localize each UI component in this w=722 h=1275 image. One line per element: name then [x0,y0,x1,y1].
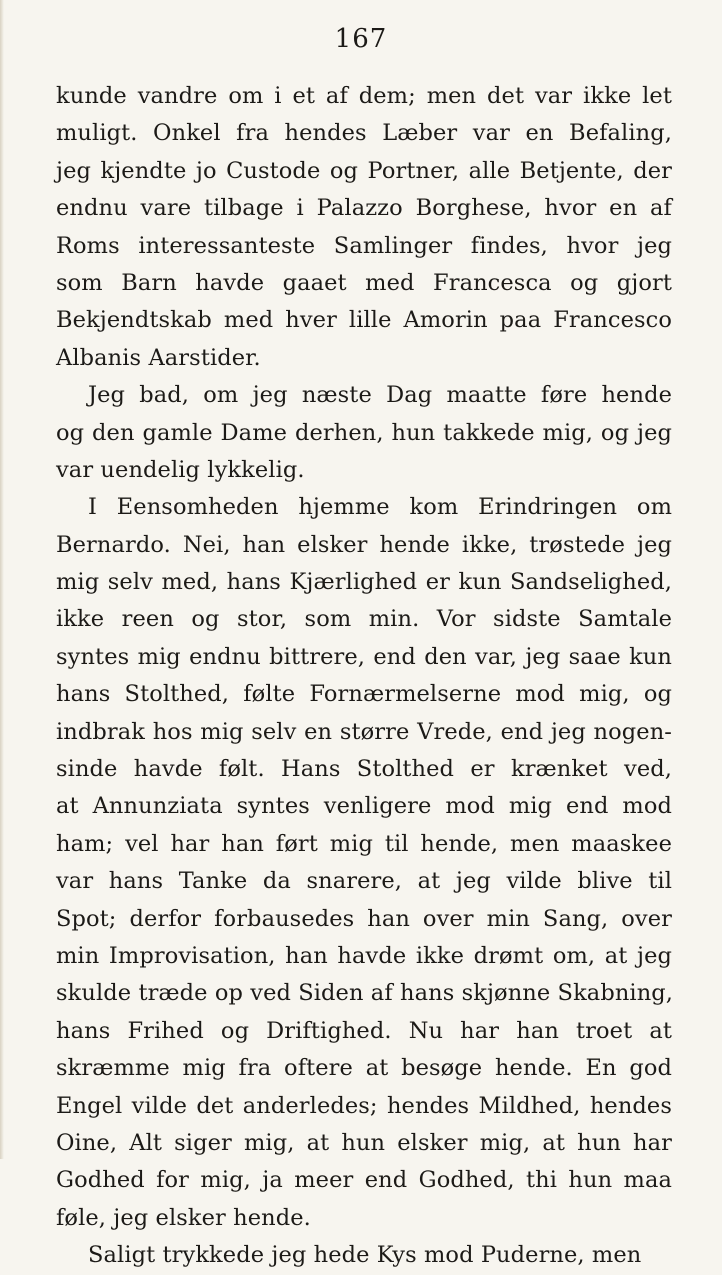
text-line: Oine, Alt siger mig, at hun elsker mig, at hun har [56,1129,672,1156]
text-line: var hans Tanke da snarere, at jeg vilde blive til [56,868,672,895]
text-line: var uendelig lykkelig. [56,456,305,483]
text-line: Saligt trykkede jeg hede Kys mod Puderne, men [88,1242,642,1269]
text-line: Engel vilde det anderledes; hendes Mildhed, hendes [56,1092,672,1119]
text-line: hans Frihed og Driftighed. Nu har han troet at [56,1017,672,1044]
text-line: skulde træde op ved Siden af hans skjønne Skabning, [56,980,674,1007]
text-line: ikke reen og stor, som min. Vor sidste Samtale [56,606,672,633]
text-line: at Annunziata syntes venligere mod mig end mod [56,793,672,820]
text-line: som Barn havde gaaet med Francesca og gjort [56,269,672,296]
text-line: jeg kjendte jo Custode og Portner, alle Betjente, der [56,157,672,184]
text-line: muligt. Onkel fra hendes Læber var en Befaling, [56,120,672,147]
text-line: syntes mig endnu bittrere, end den var, jeg saae kun [56,643,672,670]
text-line: Jeg bad, om jeg næste Dag maatte føre hende [88,382,672,409]
page-number: 167 [334,24,388,54]
text-line: skræmme mig fra oftere at besøge hende. En god [56,1055,672,1082]
text-line: ham; vel har han ført mig til hende, men maaskee [56,830,672,857]
page-edge-shadow [0,0,4,1159]
text-line: hans Stolthed, følte Fornærmelserne mod mig, og [56,681,672,708]
text-line: indbrak hos mig selv en større Vrede, end jeg nogen- [56,718,672,745]
text-line: endnu vare tilbage i Palazzo Borghese, hvor en af [56,195,672,222]
text-line: Roms interessanteste Samlinger findes, hvor jeg [56,232,672,259]
text-line: Bernardo. Nei, han elsker hende ikke, trøstede jeg [56,531,672,558]
text-line: føle, jeg elsker hende. [56,1204,311,1231]
text-line: I Eensomheden hjemme kom Erindringen om [88,494,672,521]
text-line: og den gamle Dame derhen, hun takkede mig, og jeg [56,419,672,446]
body-text [56,78,672,1275]
text-line: Bekjendtskab med hver lille Amorin paa Francesco [56,307,672,334]
text-line: sinde havde følt. Hans Stolthed er krænket ved, [56,756,672,783]
text-line: Godhed for mig, ja meer end Godhed, thi hun maa [56,1167,672,1194]
text-line: Spot; derfor forbausedes han over min Sang, over [56,905,672,932]
text-line: mig selv med, hans Kjærlighed er kun Sandselighed, [56,569,672,596]
text-line: Albanis Aarstider. [56,344,261,371]
text-line: kunde vandre om i et af dem; men det var ikke let [56,83,672,109]
text-line: min Improvisation, han havde ikke drømt om, at jeg [56,942,672,969]
